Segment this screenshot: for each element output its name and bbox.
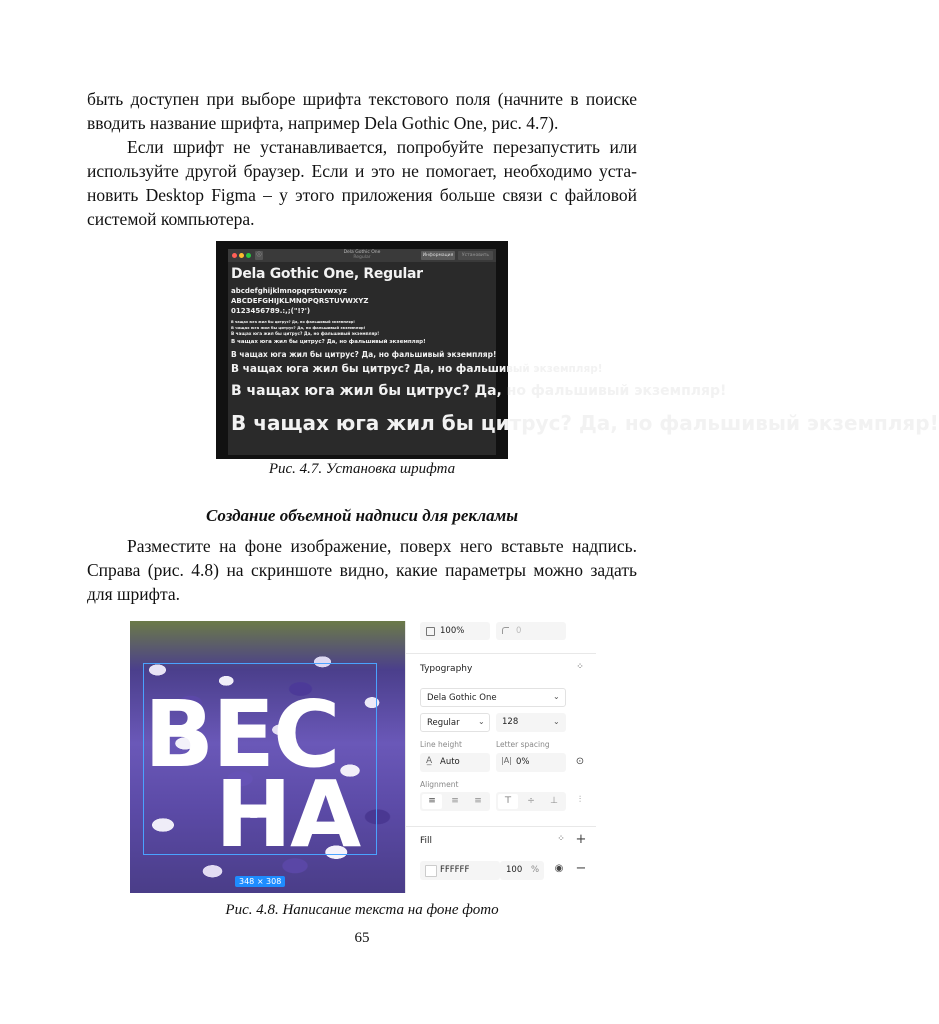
sample-size-4: В чащах юга жил бы цитрус? Да, но фальшивый экземпляр! — [231, 339, 426, 345]
align-right-icon[interactable]: ≡ — [474, 796, 482, 806]
font-style-select[interactable]: Regular — [420, 713, 490, 732]
line-height-icon: A̲ — [426, 756, 433, 766]
sample-size-2: В чащах юга жил бы цитрус? Да, но фальшивый экземпляр! — [231, 325, 366, 330]
line-height-label: Line height — [420, 740, 462, 749]
text-line: вводить название шрифта, например Dela Gothic One, рис. 4.7). — [87, 113, 559, 133]
font-book-window — [228, 249, 939, 455]
window-title: Dela Gothic One Regular — [343, 250, 381, 260]
font-family-select[interactable]: Dela Gothic One — [420, 688, 566, 707]
alignment-label: Alignment — [420, 780, 459, 789]
divider — [406, 826, 596, 827]
text-line: Разместите на фоне изображение, поверх него вставьте надпись. — [127, 536, 637, 556]
sample-size-5: В чащах юга жил бы цитрус? Да, но фальшивый экземпляр! — [231, 350, 497, 359]
text-options-icon[interactable]: ⫶ — [578, 795, 582, 805]
add-fill-icon[interactable]: + — [575, 832, 587, 847]
headline-line-1[interactable]: ВЕС — [144, 681, 339, 788]
corner-radius-icon — [502, 627, 509, 634]
text-line: для шрифта. — [87, 584, 180, 604]
align-top-icon[interactable]: ⊤ — [498, 794, 518, 809]
page-number: 65 — [354, 930, 370, 946]
sample-size-1: В чащах юга жил бы цитрус? Да, но фальшивый экземпляр! — [231, 320, 355, 324]
fill-opacity-field[interactable]: 100 % — [500, 861, 544, 880]
flower-photo — [130, 621, 405, 893]
digits-sample: 0123456789.:,;("!?') — [231, 307, 311, 315]
figma-text-screenshot — [130, 621, 595, 893]
paragraph-1 — [87, 87, 637, 135]
chevron-down-icon: ⌄ — [478, 717, 485, 726]
fill-hex-field[interactable]: FFFFFF — [420, 861, 500, 880]
line-height-field[interactable]: Auto — [420, 753, 490, 772]
letter-spacing-icon: |A| — [501, 756, 512, 765]
typography-label: Typography — [420, 664, 473, 674]
info-icon[interactable]: ⓘ — [256, 252, 262, 258]
font-size-field[interactable]: 128 — [496, 713, 566, 732]
selection-size-badge: 348 × 308 — [235, 876, 285, 887]
opacity-field[interactable]: 100% — [420, 622, 490, 640]
align-middle-icon[interactable]: ÷ — [527, 796, 535, 806]
text-styles-icon[interactable]: ⁘ — [576, 662, 584, 672]
font-install-screenshot — [216, 241, 939, 459]
text-line: новить Desktop Figma – у этого приложения больше связи с файловой — [87, 185, 637, 205]
install-button[interactable]: Установить — [458, 251, 493, 260]
chevron-down-icon: ⌄ — [553, 717, 560, 726]
fill-styles-icon[interactable]: ⁘ — [557, 834, 565, 844]
text-line: быть доступен при выборе шрифта текстового поля (начните в поиске — [87, 89, 637, 109]
figure-caption-4-8: Рис. 4.8. Написание текста на фоне фото — [225, 902, 499, 918]
horizontal-align-group — [420, 792, 490, 811]
chevron-down-icon: ⌄ — [553, 692, 560, 701]
font-title: Dela Gothic One, Regular — [231, 266, 423, 282]
design-panel — [405, 621, 596, 893]
selection-box[interactable] — [143, 663, 377, 855]
text-line: Если шрифт не устанавливается, попробуйте перезапустить или — [127, 137, 637, 157]
section-heading: Создание объемной надписи для рекламы — [205, 506, 519, 525]
align-left-icon[interactable]: ≡ — [422, 794, 442, 809]
fill-color-swatch[interactable] — [425, 865, 437, 877]
letter-spacing-field[interactable]: 0% — [496, 753, 566, 772]
corner-radius-field[interactable]: 0 — [496, 622, 566, 640]
eye-icon[interactable]: ◉ — [554, 863, 564, 874]
text-line: Справа (рис. 4.8) на скриншоте видно, какие параметры можно задать — [87, 560, 637, 580]
window-titlebar — [228, 249, 496, 262]
text-line: системой компьютера. — [87, 209, 255, 229]
vertical-align-group — [496, 792, 566, 811]
info-button[interactable]: Информация — [422, 253, 454, 258]
type-settings-icon[interactable]: ⊙ — [575, 756, 585, 767]
sample-size-3: В чащах юга жил бы цитрус? Да, но фальшивый экземпляр! — [231, 331, 380, 336]
uppercase-sample: ABCDEFGHIJKLMNOPQRSTUVWXYZ — [231, 297, 369, 305]
divider — [406, 653, 596, 654]
fill-label: Fill — [420, 836, 433, 846]
align-bottom-icon[interactable]: ⊥ — [550, 796, 558, 806]
headline-line-2[interactable]: НА — [215, 761, 360, 868]
paragraph-3 — [87, 534, 637, 606]
figure-caption-4-7: Рис. 4.7. Установка шрифта — [268, 461, 456, 477]
letter-spacing-label: Letter spacing — [496, 740, 550, 749]
remove-fill-icon[interactable]: − — [575, 861, 587, 876]
sample-size-7: В чащах юга жил бы цитрус? Да, но фальшивый экземпляр! — [231, 383, 727, 399]
paragraph-2 — [87, 135, 637, 231]
lowercase-sample: abcdefghijklmnopqrstuvwxyz — [231, 287, 347, 295]
sample-size-6: В чащах юга жил бы цитрус? Да, но фальшивый экземпляр! — [231, 363, 603, 375]
text-line: используйте другой браузер. Если и это не помогает, необходимо уста- — [87, 161, 637, 181]
align-center-icon[interactable]: ≡ — [451, 796, 459, 806]
opacity-icon — [426, 627, 435, 636]
sample-size-8: В чащах юга жил бы цитрус? Да, но фальшивый экземпляр! — [231, 411, 939, 435]
